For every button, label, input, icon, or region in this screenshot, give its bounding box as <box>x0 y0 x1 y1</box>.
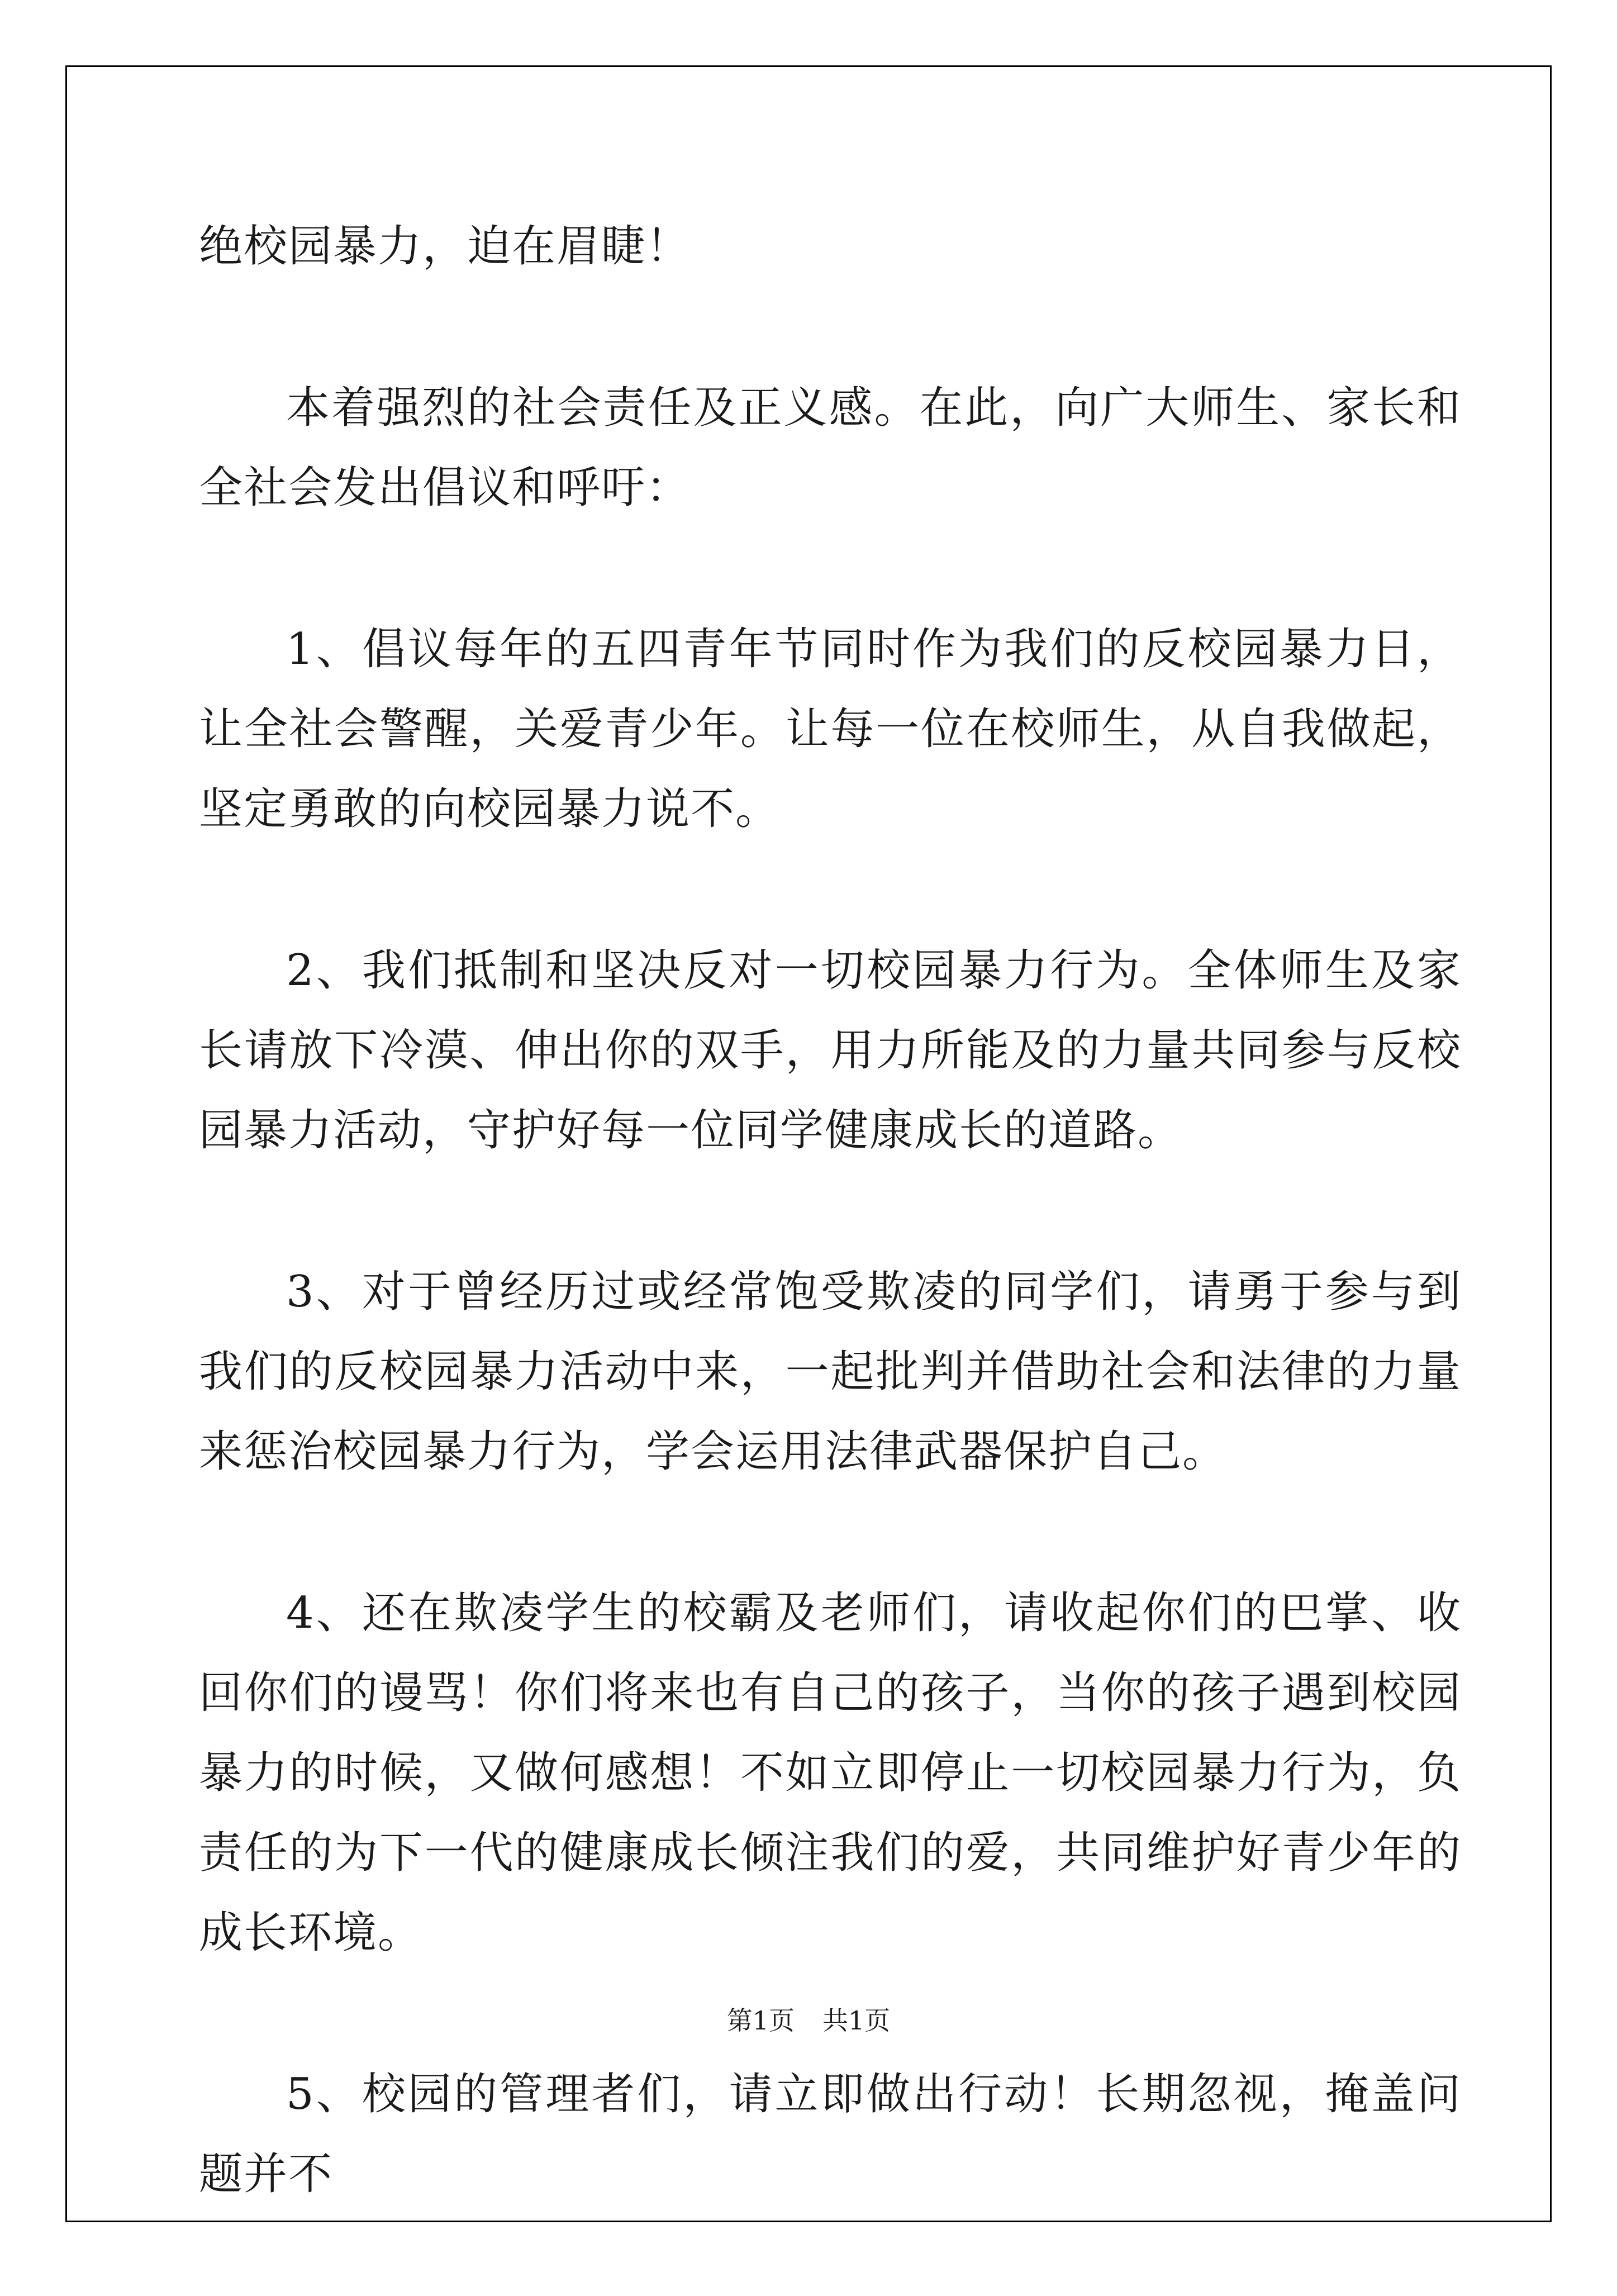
page-footer <box>0 2000 1617 2037</box>
document-body <box>199 207 1462 2296</box>
page-number: 第1页 <box>726 2005 795 2036</box>
paragraph-item-4: 4、还在欺凌学生的校霸及老师们，请收起你们的巴掌、收回你们的谩骂！你们将来也有自己的孩子，当你的孩子遇到校园暴力的时候，又做何感想！不如立即停止一切校园暴力行为，负责任的为下一代的健康成长倾注我们的爱，共同维护好青少年的成长环境。 <box>199 1588 1462 1958</box>
page-total: 共1页 <box>822 2005 891 2036</box>
paragraph-continuation: 绝校园暴力，迫在眉睫！ <box>199 221 691 272</box>
paragraph-intro: 本着强烈的社会责任及正义感。在此，向广大师生、家长和全社会发出倡议和呼吁： <box>199 383 1462 513</box>
paragraph-item-2: 2、我们抵制和坚决反对一切校园暴力行为。全体师生及家长请放下冷漠、伸出你的双手，用力所能及的力量共同参与反校园暴力活动，守护好每一位同学健康成长的道路。 <box>199 945 1462 1156</box>
paragraph-item-3: 3、对于曾经历过或经常饱受欺凌的同学们，请勇于参与到我们的反校园暴力活动中来，一起批判并借助社会和法律的力量来惩治校园暴力行为，学会运用法律武器保护自己。 <box>199 1267 1462 1477</box>
paragraph-item-5: 5、校园的管理者们，请立即做出行动！长期忽视，掩盖问题并不 <box>199 2069 1462 2199</box>
paragraph-item-1: 1、倡议每年的五四青年节同时作为我们的反校园暴力日，让全社会警醒，关爱青少年。让每一位在校师生，从自我做起，坚定勇敢的向校园暴力说不。 <box>199 624 1462 834</box>
